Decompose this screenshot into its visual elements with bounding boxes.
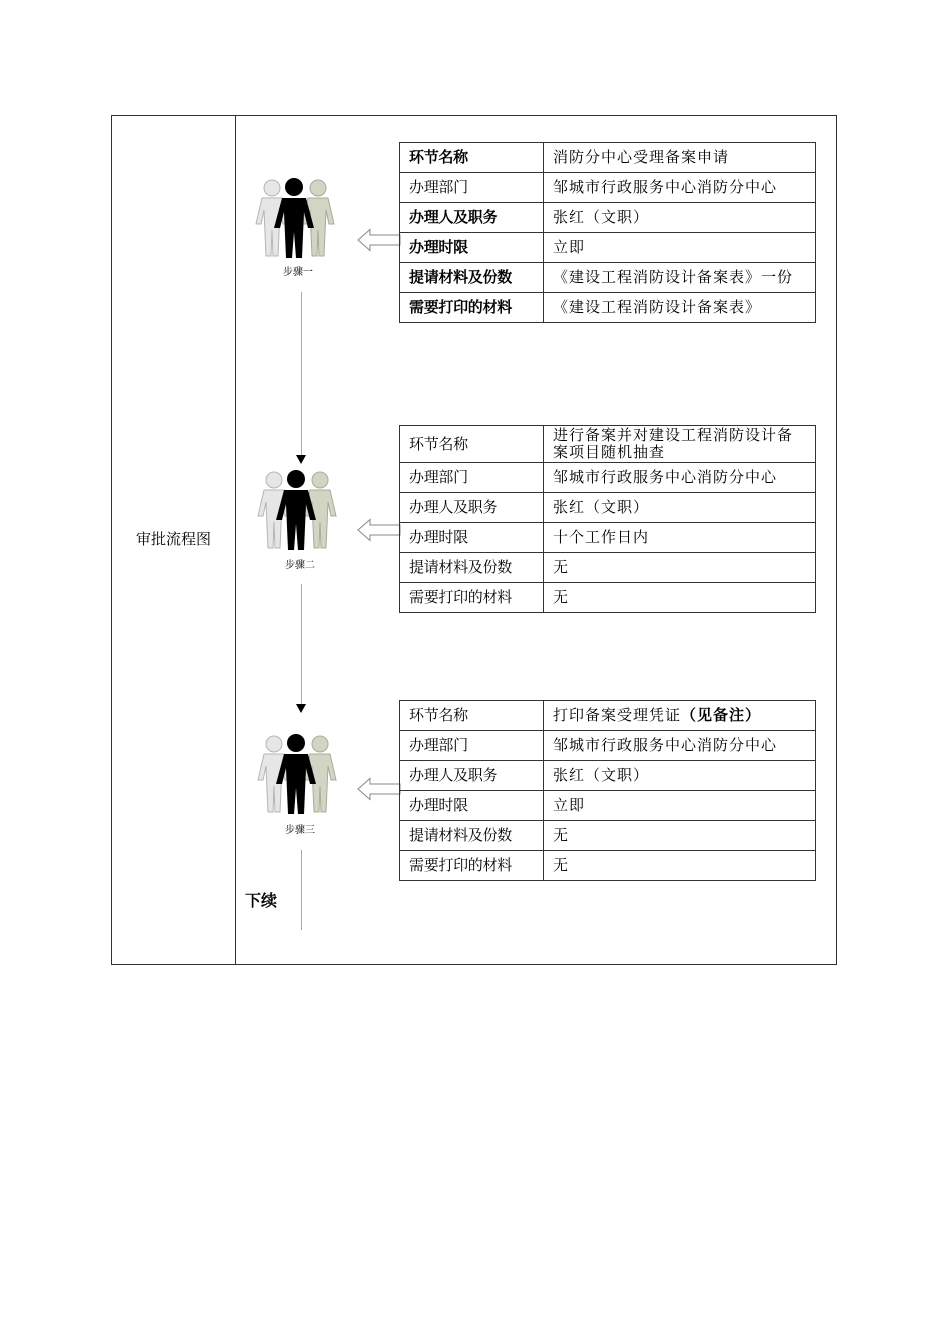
row-key: 办理时限 xyxy=(400,233,544,263)
row-key: 需要打印的材料 xyxy=(400,851,544,881)
row-key: 办理部门 xyxy=(400,731,544,761)
row-value: 张红（文职） xyxy=(544,761,816,791)
row-value: 张红（文职） xyxy=(544,203,816,233)
row-key: 提请材料及份数 xyxy=(400,553,544,583)
step-caption: 步骤三 xyxy=(285,825,315,836)
row-key: 办理时限 xyxy=(400,791,544,821)
row-key: 环节名称 xyxy=(400,143,544,173)
hollow-arrow-left-icon xyxy=(357,518,401,542)
people-group-icon xyxy=(248,734,352,820)
row-value: 立即 xyxy=(544,791,816,821)
row-key: 需要打印的材料 xyxy=(400,293,544,323)
row-value: 《建设工程消防设计备案表》一份 xyxy=(544,263,816,293)
row-value: 无 xyxy=(544,583,816,613)
row-value: 邹城市行政服务中心消防分中心 xyxy=(544,731,816,761)
row-key: 环节名称 xyxy=(400,701,544,731)
row-key: 提请材料及份数 xyxy=(400,263,544,293)
row-value: 《建设工程消防设计备案表》 xyxy=(544,293,816,323)
row-value: 立即 xyxy=(544,233,816,263)
row-value-note: （见备注） xyxy=(681,706,762,724)
people-group-icon xyxy=(248,470,352,556)
step-2-table xyxy=(399,425,816,613)
row-key: 环节名称 xyxy=(400,426,544,463)
row-key: 办理部门 xyxy=(400,173,544,203)
row-value: 无 xyxy=(544,821,816,851)
row-value: 邹城市行政服务中心消防分中心 xyxy=(544,463,816,493)
arrow-down-icon xyxy=(296,704,306,713)
row-value: 无 xyxy=(544,553,816,583)
column-divider xyxy=(235,115,236,965)
hollow-arrow-left-icon xyxy=(357,228,401,252)
row-value: 无 xyxy=(544,851,816,881)
row-value: 邹城市行政服务中心消防分中心 xyxy=(544,173,816,203)
row-value: 消防分中心受理备案申请 xyxy=(544,143,816,173)
row-key: 提请材料及份数 xyxy=(400,821,544,851)
continue-label: 下续 xyxy=(245,891,278,910)
connector-line xyxy=(301,850,302,930)
row-value-text: 打印备案受理凭证 xyxy=(553,706,682,724)
row-value: 张红（文职） xyxy=(544,493,816,523)
row-value: 十个工作日内 xyxy=(544,523,816,553)
row-key: 办理时限 xyxy=(400,523,544,553)
arrow-down-icon xyxy=(296,455,306,464)
row-key: 办理人及职务 xyxy=(400,493,544,523)
row-key: 需要打印的材料 xyxy=(400,583,544,613)
hollow-arrow-left-icon xyxy=(357,777,401,801)
row-value xyxy=(544,701,816,731)
row-value: 进行备案并对建设工程消防设计备案项目随机抽查 xyxy=(544,426,816,463)
side-label: 审批流程图 xyxy=(135,530,211,548)
connector-line xyxy=(301,584,302,704)
step-1-table xyxy=(399,142,816,323)
step-caption: 步骤二 xyxy=(285,560,315,571)
connector-line xyxy=(301,292,302,455)
step-3-table xyxy=(399,700,816,881)
people-group-icon xyxy=(246,178,350,264)
row-key: 办理部门 xyxy=(400,463,544,493)
row-key: 办理人及职务 xyxy=(400,203,544,233)
row-key: 办理人及职务 xyxy=(400,761,544,791)
step-caption: 步骤一 xyxy=(283,267,313,278)
